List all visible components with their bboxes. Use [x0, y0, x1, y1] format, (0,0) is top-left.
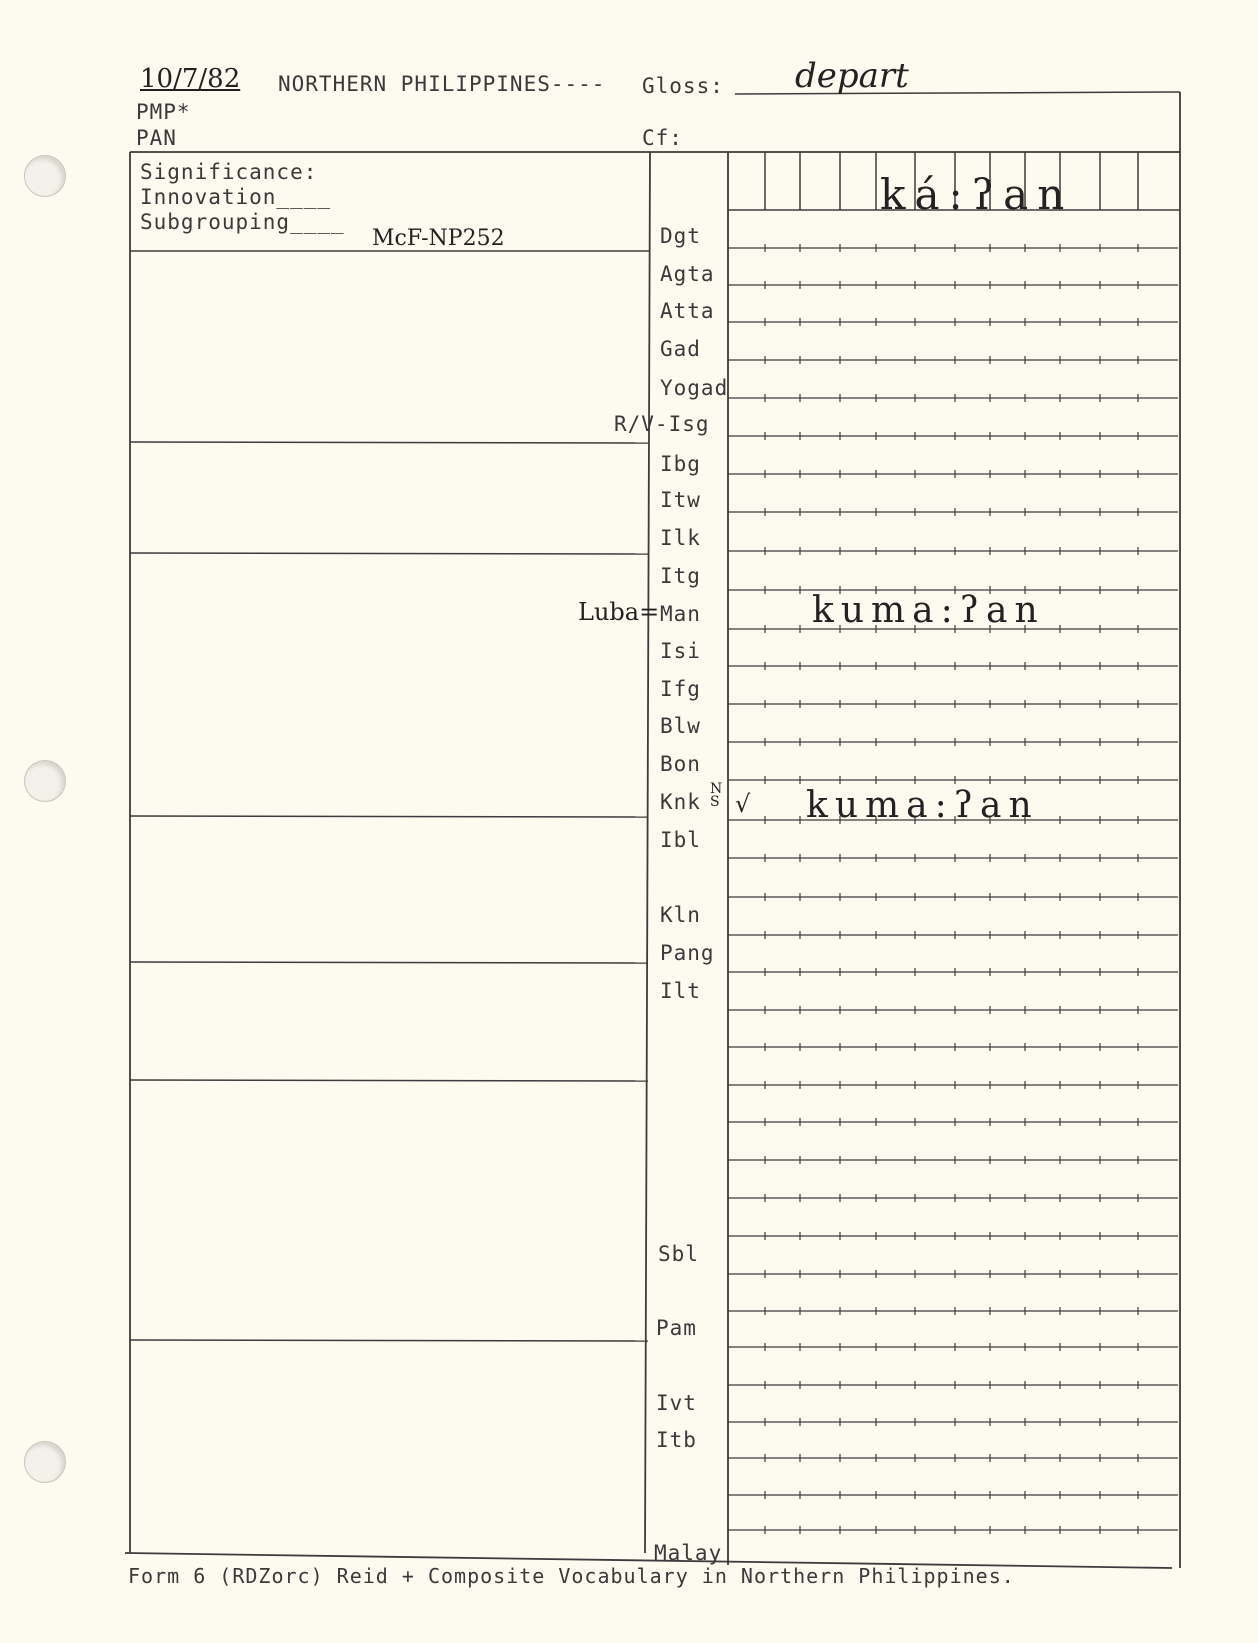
reference-number: McF-NP252: [372, 226, 505, 251]
proto-form: ká:ʔan: [880, 170, 1074, 219]
lang-blw: Blw: [660, 714, 701, 738]
man-form: kuma:ʔan: [812, 590, 1045, 631]
significance-title: Significance:: [140, 160, 318, 184]
lang-ivt: Ivt: [656, 1391, 697, 1415]
knk-form: kuma:ʔan: [806, 785, 1039, 826]
lang-sbl: Sbl: [658, 1242, 699, 1266]
section-divider: [130, 962, 648, 963]
lang-ibl: Ibl: [660, 828, 701, 852]
section-divider: [130, 1080, 648, 1081]
lang-knk: Knk: [660, 790, 701, 814]
section-divider: [130, 1340, 648, 1341]
lang-agta: Agta: [660, 262, 715, 286]
lang-man: Man: [660, 602, 701, 626]
lang-dgt: Dgt: [660, 224, 701, 248]
pan-label: PAN: [136, 126, 177, 150]
lang-itb: Itb: [656, 1428, 697, 1452]
pmp-label: PMP*: [136, 100, 191, 124]
lang-itw: Itw: [660, 488, 701, 512]
lang-gad: Gad: [660, 337, 701, 361]
lang-bon: Bon: [660, 752, 701, 776]
subgrouping-field: Subgrouping____: [140, 210, 345, 234]
knk-superscript: N: [710, 781, 723, 797]
lang-atta: Atta: [660, 299, 715, 323]
cf-label: Cf:: [642, 126, 683, 150]
label-column-left: [645, 152, 650, 1553]
lang-malay: Malay: [654, 1541, 723, 1565]
knk-check: √: [735, 790, 751, 818]
date: 10/7/82: [140, 64, 241, 94]
lang-yogad: Yogad: [660, 376, 729, 400]
lang-itg: Itg: [660, 564, 701, 588]
lang-ilt: Ilt: [660, 979, 701, 1003]
section-divider: [130, 442, 648, 443]
region-title: NORTHERN PHILIPPINES----: [278, 72, 606, 96]
form-footer: Form 6 (RDZorc) Reid + Composite Vocabulary in Northern Philippines.: [128, 1564, 1015, 1588]
gloss-value: depart: [795, 56, 909, 96]
lang-pam: Pam: [656, 1316, 697, 1340]
lang-pang: Pang: [660, 941, 715, 965]
man-prefix-note: Luba=: [578, 598, 660, 626]
gloss-label: Gloss:: [642, 74, 724, 98]
lang-ifg: Ifg: [660, 677, 701, 701]
lang-rv-isg: R/V-Isg: [614, 412, 710, 436]
knk-subscript: S: [710, 794, 720, 810]
lang-ilk: Ilk: [660, 526, 701, 550]
section-divider: [130, 816, 648, 817]
lang-ibg: Ibg: [660, 452, 701, 476]
knk-markers: [710, 783, 722, 809]
lang-kln: Kln: [660, 903, 701, 927]
section-divider: [130, 553, 648, 554]
lang-isi: Isi: [660, 639, 701, 663]
innovation-field: Innovation____: [140, 185, 332, 209]
